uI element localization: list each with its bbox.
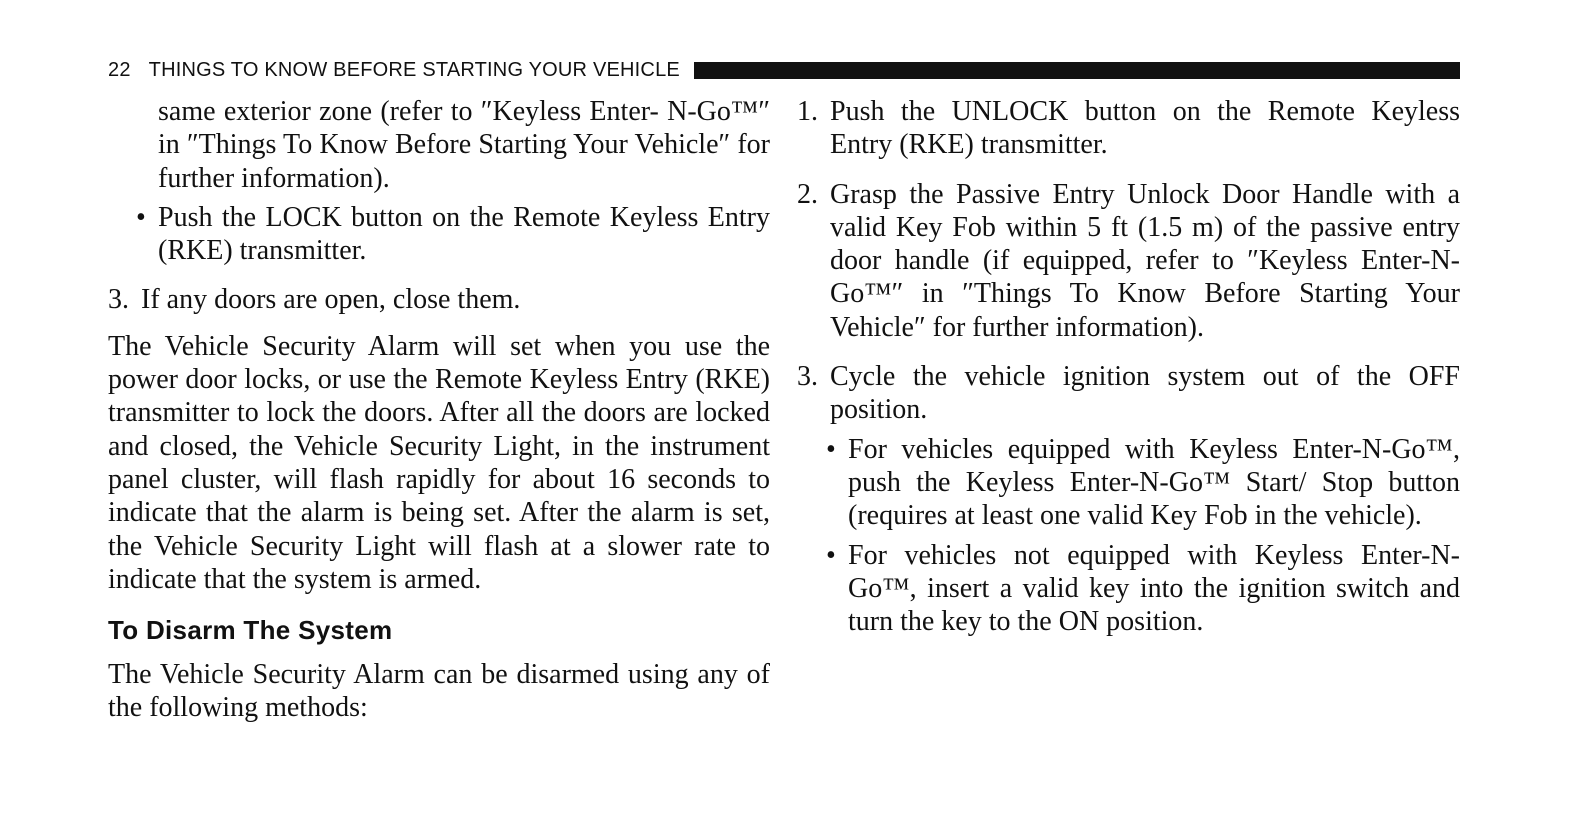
header-rule (694, 62, 1460, 79)
step-number: 1. (797, 96, 818, 127)
step-2-text: Grasp the Passive Entry Unlock Door Handle with a valid Key Fob within 5 ft (1.5 m) of the passive entry door handle (if equipped, refer to ″Keyless Enter-N-Go™″ in ″Things To Know Before Starting Your Vehicle″ for further information). (830, 178, 1460, 343)
lock-bullet (108, 201, 770, 268)
page-number: 22 (108, 58, 131, 81)
lock-bullet-text: Push the LOCK button on the Remote Keyless Entry (RKE) transmitter. (158, 201, 770, 267)
left-step-3 (108, 283, 770, 316)
left-step-3-text: If any doors are open, close them. (141, 284, 521, 316)
bullet-marker: • (826, 539, 836, 571)
non-keyless-bullet (797, 539, 1460, 639)
step-number: 2. (797, 178, 818, 210)
non-keyless-bullet-text: For vehicles not equipped with Keyless Enter-N-Go™, insert a valid key into the ignition switch and turn the key to the ON position. (848, 539, 1460, 638)
left-column (108, 95, 770, 725)
keyless-bullet-text: For vehicles equipped with Keyless Enter-N-Go™, push the Keyless Enter-N-Go™ Start/ Stop button (requires at least one valid Key Fob in the vehicle). (848, 433, 1460, 532)
step-2 (797, 178, 1460, 344)
disarm-intro: The Vehicle Security Alarm can be disarmed using any of the following methods: (108, 659, 770, 724)
section-heading: To Disarm The System (108, 615, 393, 646)
step-1 (797, 95, 1460, 162)
section-title: THINGS TO KNOW BEFORE STARTING YOUR VEHICLE (148, 58, 680, 81)
step-number: 3. (797, 361, 818, 393)
step-number: 3. (108, 284, 129, 316)
bullet-marker: • (826, 433, 836, 465)
step-3-text: Cycle the vehicle ignition system out of the OFF position. (830, 361, 1460, 426)
continued-text: same exterior zone (refer to ″Keyless Enter- N-Go™″ in ″Things To Know Before Starting Your Vehicle″ for further information). (158, 96, 770, 194)
bullet-marker: • (136, 201, 146, 233)
running-header (108, 58, 1460, 82)
step-1-text: Push the UNLOCK button on the Remote Keyless Entry (RKE) transmitter. (830, 96, 1460, 161)
alarm-paragraph: The Vehicle Security Alarm will set when you use the power door locks, or use the Remote Keyless Entry (RKE) transmitter to lock the doors. After all the doors are locked and closed, the Vehicle Security Light, in the instrument panel cluster, will flash rapidly for about 16 seconds to indicate that the alarm is being set. After the alarm is set, the Vehicle Security Light will flash at a slower rate to indicate that the system is armed. (108, 330, 770, 595)
step-3 (797, 360, 1460, 427)
keyless-bullet (797, 433, 1460, 533)
right-column (797, 95, 1460, 638)
